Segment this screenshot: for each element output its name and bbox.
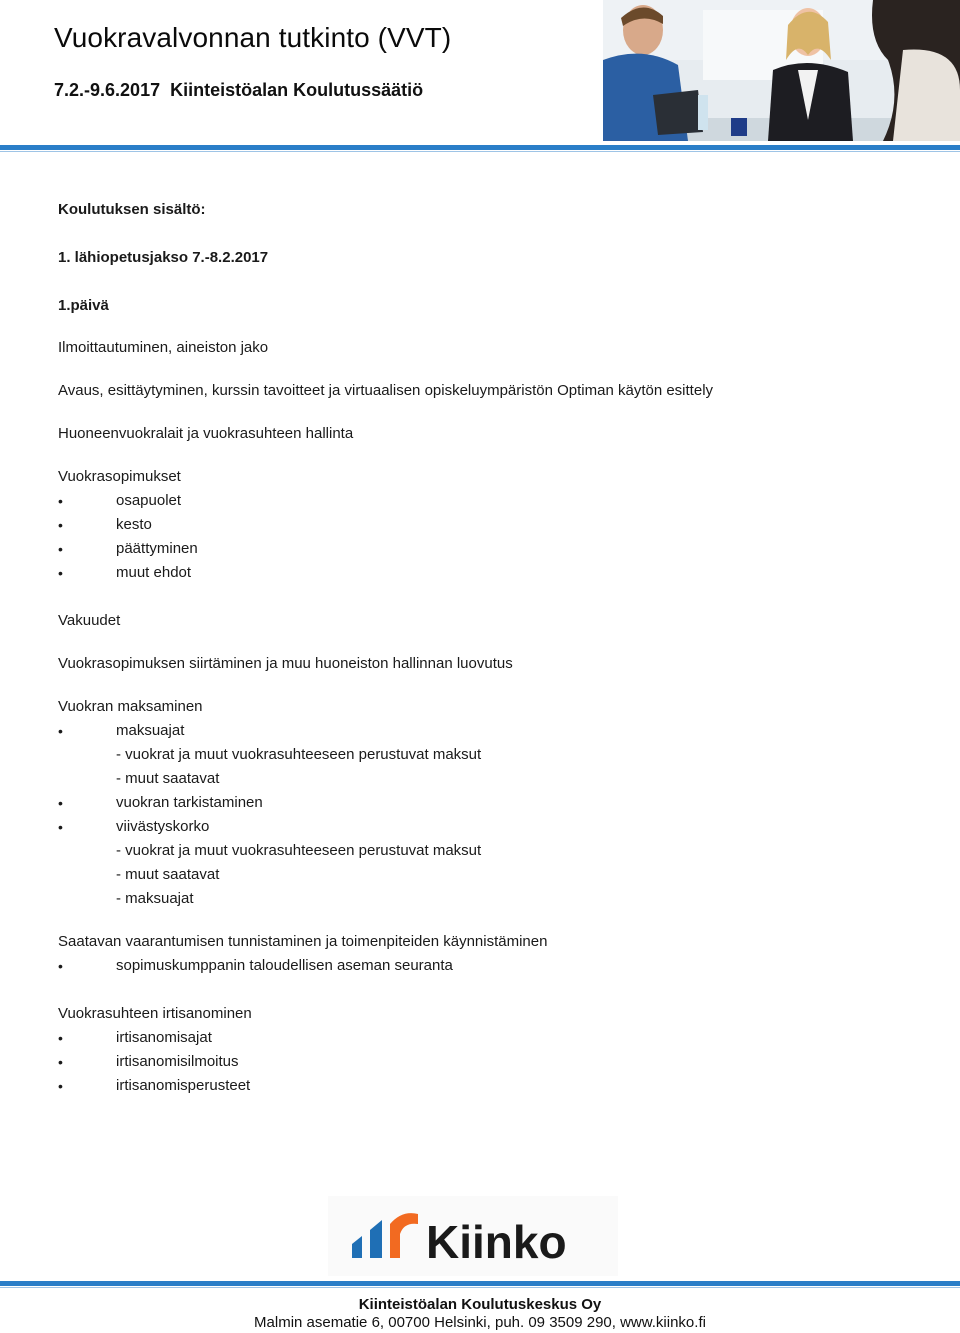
kiinko-logo bbox=[328, 1196, 618, 1276]
termination-title: Vuokrasuhteen irtisanominen bbox=[58, 1005, 252, 1022]
list-item: • sopimuskumppanin taloudellisen aseman seuranta bbox=[58, 954, 938, 978]
list-item: • päättyminen bbox=[58, 537, 938, 561]
sub-item: - vuokrat ja muut vuokrasuhteeseen perustuvat maksut bbox=[116, 746, 482, 763]
course-dates: 7.2.-9.6.2017 bbox=[54, 80, 161, 100]
footer-company: Kiinteistöalan Koulutuskeskus Oy bbox=[358, 1296, 602, 1313]
page-title: Vuokravalvonnan tutkinto (VVT) bbox=[54, 22, 452, 53]
payment-title: Vuokran maksaminen bbox=[58, 698, 203, 715]
period-heading: 1. lähiopetusjakso 7.-8.2.2017 bbox=[58, 249, 269, 266]
contracts-title: Vuokrasopimukset bbox=[58, 468, 181, 485]
securities-title: Vakuudet bbox=[58, 612, 121, 629]
header-divider-thin bbox=[0, 151, 960, 152]
footer-divider-thin bbox=[0, 1287, 960, 1288]
list-item: • viivästyskorko bbox=[58, 815, 938, 839]
sub-item: - muut saatavat bbox=[116, 770, 220, 787]
list-item: • muut ehdot bbox=[58, 561, 938, 585]
list-item: • irtisanomisajat bbox=[58, 1026, 938, 1050]
course-organizer: Kiinteistöalan Koulutussäätiö bbox=[170, 80, 424, 100]
header-photo bbox=[603, 0, 960, 141]
schedule-line: Ilmoittautuminen, aineiston jako bbox=[58, 339, 269, 356]
transfer-title: Vuokrasopimuksen siirtäminen ja muu huoneiston hallinnan luovutus bbox=[58, 655, 513, 672]
footer-divider bbox=[0, 1281, 960, 1286]
sub-item: - vuokrat ja muut vuokrasuhteeseen perustuvat maksut bbox=[116, 842, 482, 859]
list-item: • maksuajat bbox=[58, 719, 938, 743]
sub-item: - maksuajat bbox=[116, 890, 194, 907]
sub-item: - muut saatavat bbox=[116, 866, 220, 883]
list-item: • osapuolet bbox=[58, 489, 938, 513]
header-divider bbox=[0, 145, 960, 150]
risk-title: Saatavan vaarantumisen tunnistaminen ja toimenpiteiden käynnistäminen bbox=[58, 933, 548, 950]
list-item: • irtisanomisilmoitus bbox=[58, 1050, 938, 1074]
course-content bbox=[58, 198, 938, 1098]
logo-wordmark: Kiinko bbox=[426, 1216, 567, 1268]
day-heading: 1.päivä bbox=[58, 297, 109, 314]
content-heading: Koulutuksen sisältö: bbox=[58, 201, 206, 218]
list-item: • irtisanomisperusteet bbox=[58, 1074, 938, 1098]
list-item: • vuokran tarkistaminen bbox=[58, 791, 938, 815]
footer-address: Malmin asematie 6, 00700 Helsinki, puh. 09 3509 290, www.kiinko.fi bbox=[254, 1314, 706, 1331]
course-subtitle bbox=[54, 80, 423, 101]
schedule-line: Huoneenvuokralait ja vuokrasuhteen hallinta bbox=[58, 425, 354, 442]
list-item: • kesto bbox=[58, 513, 938, 537]
schedule-line: Avaus, esittäytyminen, kurssin tavoitteet ja virtuaalisen opiskeluympäristön Optiman käytön esittely bbox=[58, 382, 714, 399]
